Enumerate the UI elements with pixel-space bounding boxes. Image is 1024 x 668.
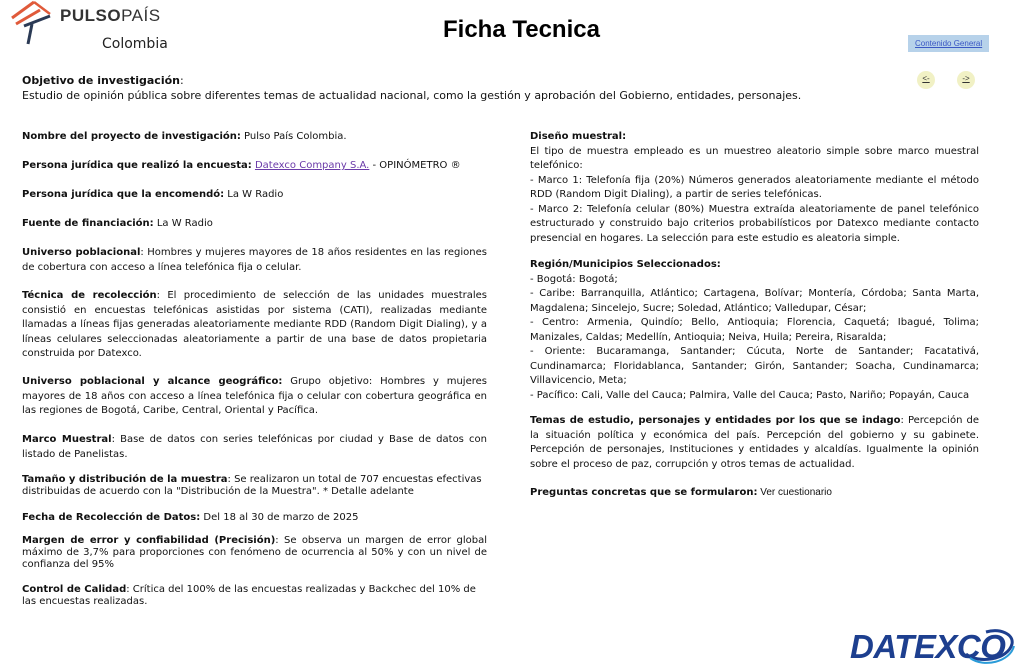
datexco-swoosh-icon (960, 624, 1016, 666)
company-suffix: - OPINÓMETRO ® (369, 160, 461, 171)
datexco-wordmark: DATEXCO (850, 628, 1006, 665)
technique-value: : El procedimiento de selección de las unidades muestrales consistió en encuestas telefónicas asistidas por sistema (CATI), realizadas mediante llamadas a líneas fijas generadas aleatoriamente mediante RDD (Random Digit Dialing), y a líneas celulares seleccionadas aleatoriamente a partir de una base de datos propietaria construida por Datexco. (22, 290, 487, 359)
frame-value: : Base de datos con series telefónicas por ciudad y Base de datos con listado de Panelistas. (22, 434, 487, 460)
funding-value: La W Radio (153, 218, 213, 229)
design-section (530, 130, 979, 246)
objective-text: Estudio de opinión pública sobre diferentes temas de actualidad nacional, como la gestión y aprobación del Gobierno, entidades, personajes. (22, 88, 802, 102)
topics-section (530, 414, 979, 472)
scope-value: Grupo objetivo: Hombres y mujeres mayores de 18 años con acceso a línea telefónica fija o celular con cobertura geográfica en las regiones de Bogotá, Caribe, Central, Oriental y Pacífica. (22, 376, 487, 416)
objective-heading (22, 74, 822, 89)
questions-section (530, 486, 979, 501)
company-label: Persona jurídica que realizó la encuesta: (22, 160, 252, 171)
frame-row (22, 433, 487, 462)
design-label: Diseño muestral: (530, 131, 627, 142)
logo-wordmark (60, 6, 161, 26)
sample-size-value: : Se realizaron un total de 707 encuestas efectivas distribuidas de acuerdo con la "Distribución de la Muestra". * Detalle adelante (22, 474, 482, 497)
pulsopais-logo (10, 0, 180, 54)
quality-label: Control de Calidad (22, 584, 127, 595)
topics-label: Temas de estudio, personajes y entidades por los que se indago (530, 415, 901, 426)
universe-label: Universo poblacional (22, 247, 141, 258)
margin-row (22, 535, 487, 571)
region-item: - Bogotá: Bogotá; (530, 273, 618, 285)
company-row (22, 159, 487, 174)
design-paragraph-1: El tipo de muestra empleado es un muestreo aleatorio simple sobre marco muestral telefónico: (530, 145, 979, 171)
quality-row (22, 584, 487, 608)
project-name-value: Pulso País Colombia. (240, 131, 347, 142)
objective-label: Objetivo de investigación (22, 74, 180, 87)
design-paragraph-2: - Marco 1: Telefonía fija (20%) Números generados aleatoriamente mediante el método RDD (Random Digit Dialing), a partir de series telefónicas. (530, 174, 979, 200)
scope-label: Universo poblacional y alcance geográfico: (22, 376, 283, 387)
collection-date-label: Fecha de Recolección de Datos: (22, 512, 201, 523)
commissioned-label: Persona jurídica que la encomendó: (22, 189, 225, 200)
quality-value: : Crítica del 100% de las encuestas realizadas y Backchec del 10% de las encuestas realizadas. (22, 584, 476, 607)
regions-section (530, 258, 979, 403)
design-heading (530, 130, 979, 145)
project-name-row (22, 130, 487, 145)
universe-row (22, 246, 487, 275)
sample-size-row (22, 474, 487, 498)
funding-label: Fuente de financiación: (22, 218, 154, 229)
universe-value: : Hombres y mujeres mayores de 18 años residentes en las regiones de cobertura con acceso a línea telefónica fija o celular. (22, 247, 487, 273)
pulsopais-mark-icon (10, 0, 60, 48)
prev-page-button[interactable]: <- (917, 71, 935, 89)
contenido-general-link[interactable]: Contenido General (908, 35, 989, 52)
region-item: - Centro: Armenia, Quindío; Bello, Antioquia; Florencia, Caquetá; Ibagué, Tolima; Manizales, Caldas; Medellín, Antioquia; Neiva, Huila; Pereira, Risaralda; (530, 317, 979, 343)
frame-label: Marco Muestral (22, 434, 112, 445)
objective-section (22, 74, 822, 103)
region-item: - Pacífico: Cali, Valle del Cauca; Palmira, Valle del Cauca; Pasto, Nariño; Popayán, Cauca (530, 389, 970, 401)
commissioned-value: La W Radio (224, 189, 284, 200)
questionnaire-link[interactable]: Ver cuestionario (757, 487, 832, 498)
design-paragraph-3: - Marco 2: Telefonía celular (80%) Muestra extraída aleatoriamente de panel telefónico estructurado y construido bajo criterios probabilísticos por Datexco mediante contacto presencial en hogares. La selección para este estudio es aleatoria simple. (530, 203, 979, 244)
regions-label: Región/Municipios Seleccionados: (530, 259, 721, 270)
collection-date-row (22, 511, 487, 526)
datexco-logo (850, 624, 1018, 666)
project-name-label: Nombre del proyecto de investigación: (22, 131, 241, 142)
funding-row (22, 217, 487, 232)
logo-subtitle: Colombia (102, 36, 168, 52)
topics-value: : Percepción de la situación política y económica del país. Percepción del gobierno y su gabinete. Percepción de personajes, Instituciones y entidades y alcaldías. Igualmente la opinión sobre el proceso de paz, corrupción y otros temas de actualidad. (530, 415, 979, 470)
page-title: Ficha Tecnica (443, 16, 600, 43)
commissioned-row (22, 188, 487, 203)
margin-label: Margen de error y confiabilidad (Precisión) (22, 535, 276, 546)
regions-heading (530, 258, 979, 273)
technique-label: Técnica de recolección (22, 290, 157, 301)
collection-date-value: Del 18 al 30 de marzo de 2025 (200, 512, 359, 523)
technique-row (22, 289, 487, 362)
datexco-company-link[interactable]: Datexco Company S.A. (254, 160, 370, 171)
region-item: - Caribe: Barranquilla, Atlántico; Cartagena, Bolívar; Montería, Córdoba; Santa Marta, Magdalena; Sincelejo, Sucre; Soledad, Atlántico; Valledupar, César; (530, 288, 979, 314)
objective-colon: : (180, 74, 184, 87)
next-page-button[interactable]: -> (957, 71, 975, 89)
sample-size-label: Tamaño y distribución de la muestra (22, 474, 228, 485)
logo-light-text: PAÍS (121, 6, 161, 25)
scope-row (22, 375, 487, 419)
margin-value: : Se observa un margen de error global máximo de 3,7% para proporciones con fenómeno de ocurrencia al 50% y con un nivel de confianza del 95% (22, 535, 487, 570)
left-column (22, 130, 487, 145)
region-item: - Oriente: Bucaramanga, Santander; Cúcuta, Norte de Santander; Facatativá, Cundinamarca; Floridablanca, Santander; Girón, Santander; Soacha, Cundinamarca; Villavicencio, Meta; (530, 346, 979, 386)
questions-label: Preguntas concretas que se formularon: (530, 487, 758, 498)
logo-bold-text: PULSO (60, 6, 122, 25)
